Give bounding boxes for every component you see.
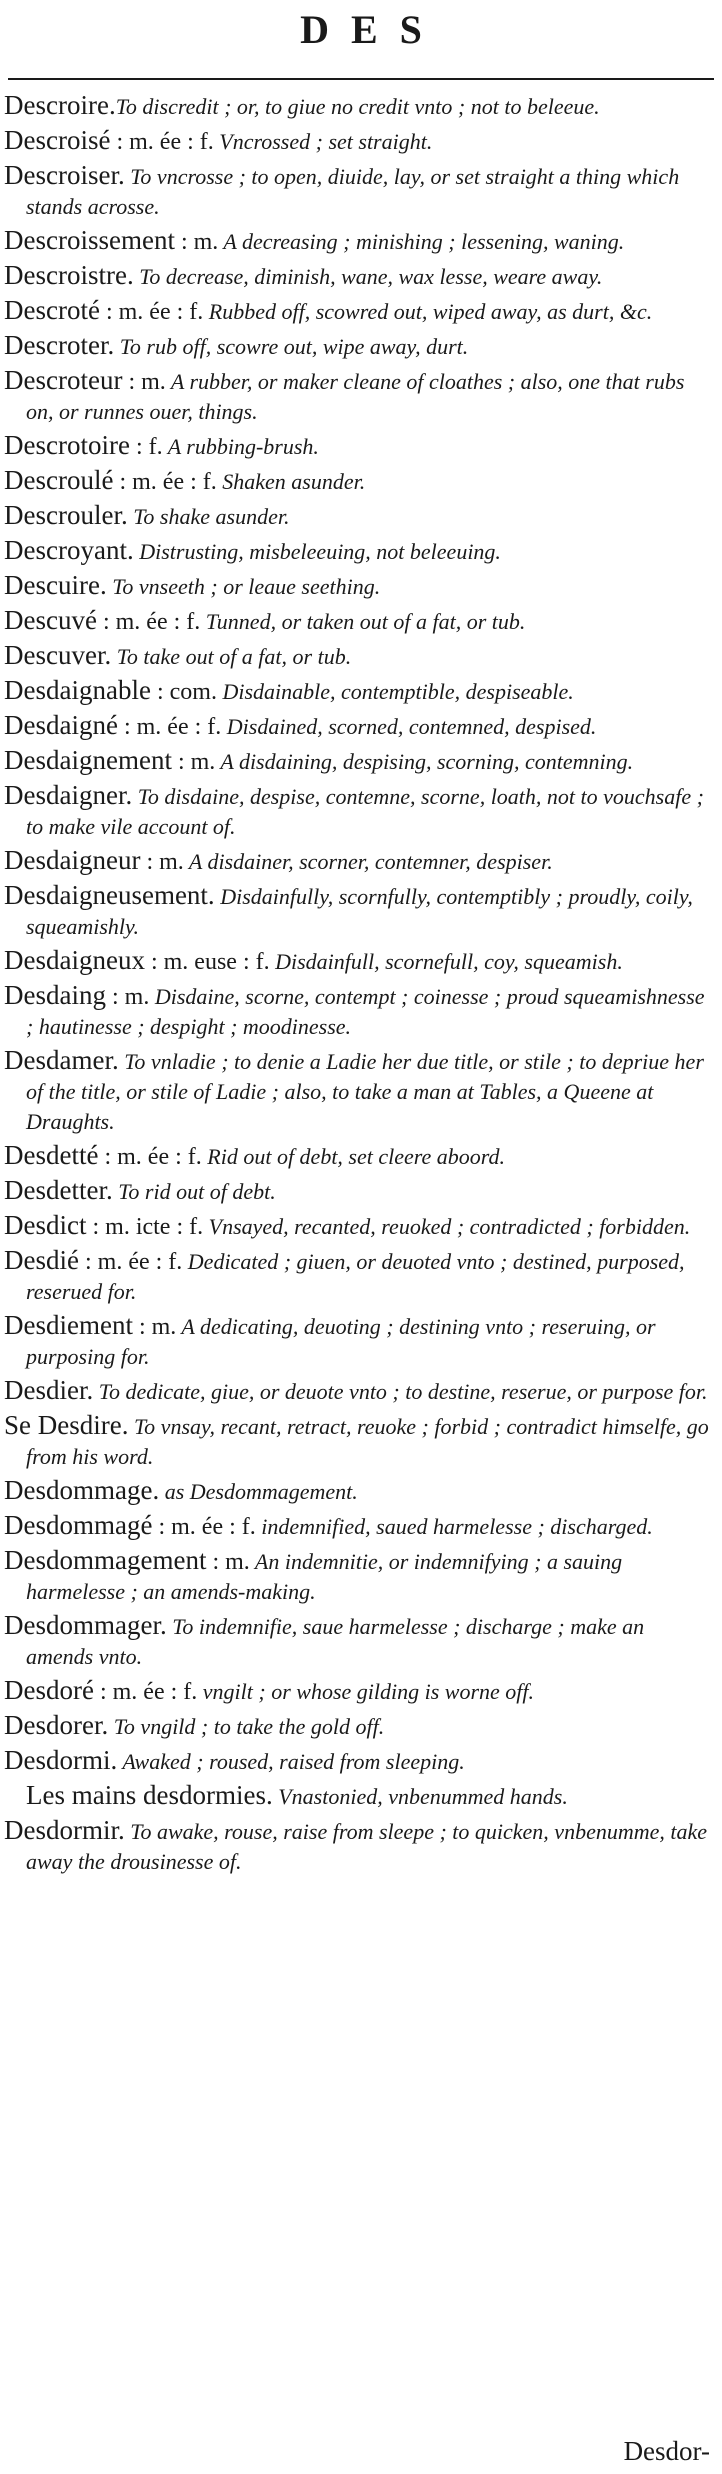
entry-grammar: : m. ée : f.	[152, 1514, 256, 1540]
dictionary-entry	[4, 1177, 716, 1208]
entry-definition: To indemnifie, saue harmelesse ; discharge ; make an amends vnto.	[26, 1614, 645, 1669]
entry-definition: To vnsay, recant, retract, reuoke ; forbid ; contradict himselfe, go from his word.	[26, 1414, 709, 1469]
entry-definition: A disdainer, scorner, contemner, despiser.	[183, 849, 553, 874]
entry-headword: Desdaignable	[4, 675, 151, 705]
entry-headword: Desdaignement	[4, 745, 172, 775]
entry-headword: Desdaing	[4, 980, 106, 1010]
dictionary-entry	[4, 1412, 716, 1473]
entry-grammar: : m. icte : f.	[86, 1214, 204, 1240]
entry-definition: To vncrosse ; to open, diuide, lay, or set straight a thing which stands acrosse.	[26, 164, 680, 219]
entry-grammar: : m.	[122, 369, 166, 395]
entry-headword: Desdict	[4, 1210, 87, 1240]
entry-headword: Descroyant.	[4, 535, 134, 565]
entry-definition: Tunned, or taken out of a fat, or tub.	[200, 609, 526, 634]
entry-headword: Desdamer.	[4, 1045, 119, 1075]
dictionary-entry	[4, 162, 716, 223]
entry-headword: Descroté	[4, 295, 100, 325]
entry-headword: Descroistre.	[4, 260, 134, 290]
dictionary-entry	[4, 1247, 716, 1308]
entry-headword: Desdaigneur	[4, 845, 141, 875]
catchword: Desdor-	[623, 2436, 710, 2466]
entry-definition: A decreasing ; minishing ; lessening, waning.	[218, 229, 625, 254]
entry-definition: To shake asunder.	[127, 504, 290, 529]
entry-definition: vngilt ; or whose gilding is worne off.	[197, 1679, 535, 1704]
entry-definition: Vncrossed ; set straight.	[213, 129, 433, 154]
entry-grammar: : m. ée : f.	[96, 609, 201, 635]
entry-definition: To disdaine, despise, contemne, scorne, loath, not to vouchsafe ; to make vile account of.	[26, 784, 704, 839]
dictionary-entry	[4, 1047, 716, 1138]
entry-headword: Descrouler.	[4, 500, 128, 530]
entry-headword: Desdaigneusement.	[4, 880, 215, 910]
entry-headword: Desdaigner.	[4, 780, 133, 810]
dictionary-entry	[4, 1547, 716, 1608]
entry-definition: Disdained, scorned, contemned, despised.	[221, 714, 597, 739]
dictionary-entry	[4, 947, 716, 978]
entry-headword: Desdoré	[4, 1675, 94, 1705]
dictionary-entry	[4, 1512, 716, 1543]
entry-grammar: : m.	[171, 749, 216, 775]
entry-headword: Desdorer.	[4, 1710, 109, 1740]
entry-grammar: : m. ée : f.	[78, 1249, 183, 1275]
entry-grammar: : m. ée : f.	[93, 1679, 198, 1705]
entry-definition: To discredit ; or, to giue no credit vnto ; not to beleeue.	[115, 94, 600, 119]
dictionary-entry	[4, 127, 716, 158]
dictionary-entry	[4, 1612, 716, 1673]
dictionary-entry	[4, 677, 716, 708]
entry-headword: Desdaigneux	[4, 945, 145, 975]
entry-headword: Descroire.	[4, 90, 116, 120]
dictionary-entry	[4, 332, 716, 363]
dictionary-entry	[4, 1747, 716, 1778]
entry-headword: Desdaigné	[4, 710, 118, 740]
entry-headword: Desdetter.	[4, 1175, 113, 1205]
dictionary-entry	[4, 502, 716, 533]
dictionary-entry	[4, 297, 716, 328]
entry-grammar: : m.	[140, 849, 184, 875]
entry-definition: Disdaine, scorne, contempt ; coinesse ; proud squeamishnesse ; hautinesse ; despight ; moodinesse.	[26, 984, 705, 1039]
dictionary-entry	[4, 1377, 716, 1408]
entry-definition: To decrease, diminish, wane, wax lesse, weare away.	[133, 264, 603, 289]
entry-headword: Desdommage.	[4, 1475, 160, 1505]
entry-definition: To awake, rouse, raise from sleepe ; to quicken, vnbenumme, take away the drousinesse of.	[26, 1819, 708, 1874]
entry-headword: Desdier.	[4, 1375, 94, 1405]
entry-definition: Vnsayed, recanted, reuoked ; contradicted ; forbidden.	[203, 1214, 691, 1239]
entry-grammar: : m.	[174, 229, 219, 255]
entry-headword: Descroteur	[4, 365, 123, 395]
entry-headword: Desdommagé	[4, 1510, 153, 1540]
entry-definition: To rid out of debt.	[112, 1179, 276, 1204]
entry-definition: Vnastonied, vnbenummed hands.	[272, 1784, 568, 1809]
entry-definition: Rid out of debt, set cleere aboord.	[201, 1144, 506, 1169]
entry-grammar: : m. ée : f.	[110, 129, 214, 155]
dictionary-entry	[4, 847, 716, 878]
dictionary-entry	[4, 982, 716, 1043]
entry-grammar: : m. ée : f.	[113, 469, 217, 495]
entry-definition: Rubbed off, scowred out, wiped away, as durt, &c.	[203, 299, 653, 324]
dictionary-entry	[4, 432, 716, 463]
header-rule	[8, 78, 714, 80]
entry-grammar: : m. ée : f.	[98, 1144, 202, 1170]
entry-definition: Disdainfully, scornfully, contemptibly ; proudly, coily, squeamishly.	[26, 884, 693, 939]
entry-definition: indemnified, saued harmelesse ; discharged.	[255, 1514, 653, 1539]
running-head: DES	[300, 7, 444, 52]
entry-headword: Desdommager.	[4, 1610, 167, 1640]
entry-grammar: : m. ée : f.	[99, 299, 204, 325]
entry-headword: Descuire.	[4, 570, 107, 600]
dictionary-entry	[4, 367, 716, 428]
entry-headword: Descroter.	[4, 330, 115, 360]
entry-definition: A rubbing-brush.	[162, 434, 319, 459]
entry-definition: as Desdommagement.	[159, 1479, 358, 1504]
dictionary-entry	[4, 1212, 716, 1243]
entry-definition: An indemnitie, or indemnifying ; a sauing harmelesse ; an amends-making.	[26, 1549, 623, 1604]
entry-definition: To vnladie ; to denie a Ladie her due title, or stile ; to depriue her of the title, or stile of Ladie ; also, to take a man at Tables, a Queene at Draughts.	[26, 1049, 704, 1134]
dictionary-entry	[4, 537, 716, 568]
entry-definition: A disdaining, despising, scorning, contemning.	[215, 749, 634, 774]
entry-grammar: : m. euse : f.	[144, 949, 270, 975]
entry-headword: Descuvé	[4, 605, 97, 635]
entry-grammar: : m.	[105, 984, 150, 1010]
dictionary-entry	[4, 227, 716, 258]
entry-headword: Se Desdire.	[4, 1410, 129, 1440]
entry-headword: Descrotoire	[4, 430, 130, 460]
entry-definition: Distrusting, misbeleeuing, not beleeuing.	[133, 539, 501, 564]
entry-grammar: : m. ée : f.	[117, 714, 222, 740]
dictionary-entry	[4, 782, 716, 843]
dictionary-entry	[4, 1817, 716, 1878]
entry-headword: Descuver.	[4, 640, 112, 670]
entry-definition: To rub off, scowre out, wipe away, durt.	[114, 334, 469, 359]
dictionary-entry	[4, 642, 716, 673]
dictionary-entry	[4, 1477, 716, 1508]
dictionary-entry	[4, 747, 716, 778]
entry-definition: Awaked ; roused, raised from sleeping.	[117, 1749, 465, 1774]
dictionary-entry	[4, 1677, 716, 1708]
dictionary-entry	[4, 882, 716, 943]
entry-list	[4, 92, 716, 1882]
entry-headword: Desdetté	[4, 1140, 99, 1170]
dictionary-entry	[4, 262, 716, 293]
dictionary-entry	[4, 92, 716, 123]
entry-definition: Disdainable, contemptible, despiseable.	[216, 679, 574, 704]
entry-definition: Disdainfull, scornefull, coy, squeamish.	[269, 949, 623, 974]
entry-definition: A dedicating, deuoting ; destining vnto ; reseruing, or purposing for.	[26, 1314, 656, 1369]
dictionary-entry	[4, 572, 716, 603]
dictionary-entry	[4, 1712, 716, 1743]
entry-headword: Les mains desdormies.	[26, 1780, 273, 1810]
entry-headword: Descroisé	[4, 125, 111, 155]
entry-headword: Desdiement	[4, 1310, 133, 1340]
entry-definition: To vnseeth ; or leaue seething.	[106, 574, 381, 599]
dictionary-entry	[4, 1312, 716, 1373]
entry-definition: A rubber, or maker cleane of cloathes ; also, one that rubs on, or runnes ouer, things.	[26, 369, 685, 424]
dictionary-entry	[4, 467, 716, 498]
entry-headword: Descroissement	[4, 225, 175, 255]
dictionary-entry	[4, 607, 716, 638]
entry-headword: Descroiser.	[4, 160, 125, 190]
entry-grammar: : m.	[206, 1549, 250, 1575]
entry-grammar: : com.	[150, 679, 217, 705]
entry-definition: Dedicated ; giuen, or deuoted vnto ; destined, purposed, reserued for.	[26, 1249, 685, 1304]
dictionary-entry	[4, 1142, 716, 1173]
entry-definition: To vngild ; to take the gold off.	[108, 1714, 385, 1739]
entry-grammar: : m.	[132, 1314, 177, 1340]
entry-headword: Desdié	[4, 1245, 79, 1275]
entry-definition: To take out of a fat, or tub.	[111, 644, 352, 669]
dictionary-entry	[4, 712, 716, 743]
dictionary-entry	[4, 1782, 716, 1813]
entry-headword: Descroulé	[4, 465, 114, 495]
entry-headword: Desdormir.	[4, 1815, 125, 1845]
entry-definition: To dedicate, giue, or deuote vnto ; to destine, reserue, or purpose for.	[93, 1379, 708, 1404]
entry-headword: Desdormi.	[4, 1745, 118, 1775]
entry-definition: Shaken asunder.	[216, 469, 366, 494]
entry-grammar: : f.	[129, 434, 163, 460]
entry-headword: Desdommagement	[4, 1545, 207, 1575]
